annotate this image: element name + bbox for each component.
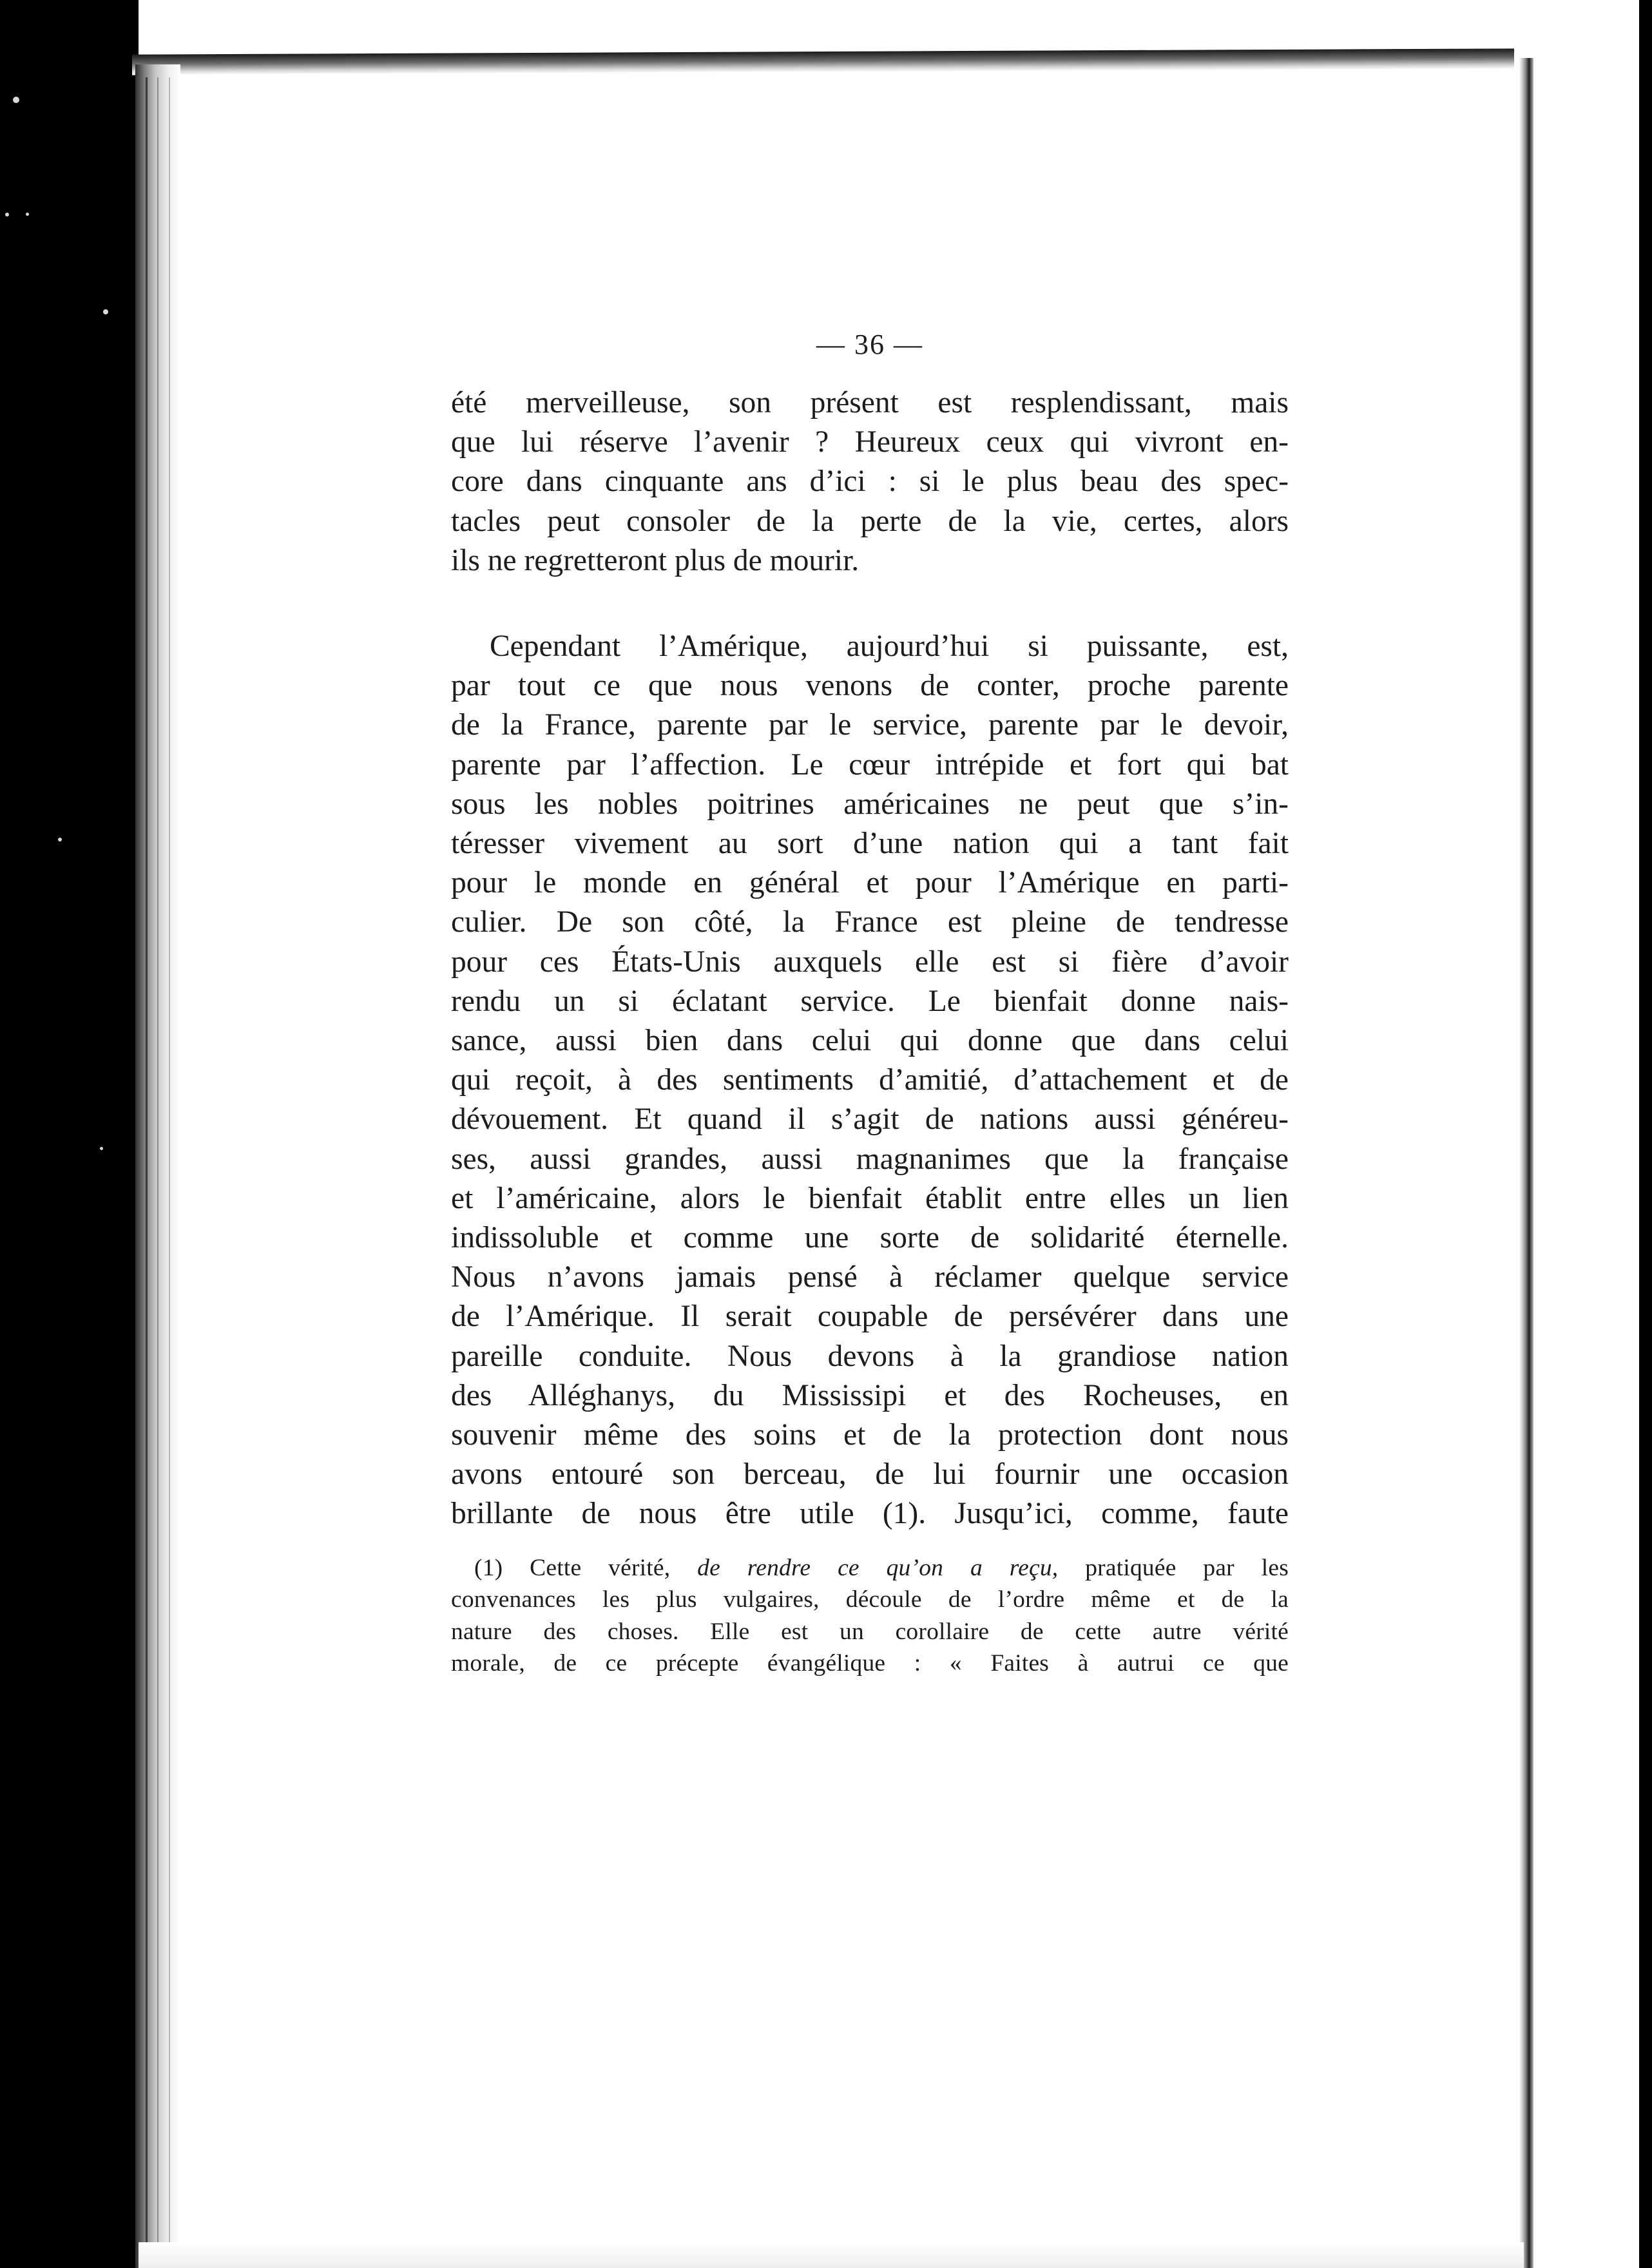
page-number: — 36 — xyxy=(816,329,923,360)
paragraph-1 xyxy=(451,383,1289,581)
text-line: des Alléghanys, du Mississipi et des Rocheuses, en xyxy=(451,1378,1289,1412)
footnote-marker: (1) Cette vérité, xyxy=(474,1554,698,1581)
text-line: téresser vivement au sort d’une nation qui a tant fait xyxy=(451,827,1289,861)
footnote-line: nature des choses. Elle est un corollaire de cette autre vérité xyxy=(451,1618,1289,1645)
footnote-first-line-rest: pratiquée par les xyxy=(1058,1554,1289,1581)
text-line: rendu un si éclatant service. Le bienfait donne nais- xyxy=(451,984,1289,1018)
text-line: pour le monde en général et pour l’Amérique en parti- xyxy=(451,866,1289,900)
footnote-italic: de rendre ce qu’on a reçu, xyxy=(697,1554,1059,1581)
text-line: ils ne regretteront plus de mourir. xyxy=(451,543,860,577)
paragraph-2 xyxy=(451,627,1289,1534)
text-line: parente par l’affection. Le cœur intrépide et fort qui bat xyxy=(451,747,1289,782)
footnote-line: convenances les plus vulgaires, découle de l’ordre même et de la xyxy=(451,1586,1289,1613)
text-line: avons entouré son berceau, de lui fournir une occasion xyxy=(451,1457,1289,1492)
footnote-line xyxy=(451,1552,1289,1584)
page-right-edge xyxy=(1519,58,1533,2268)
page-stack-line xyxy=(146,77,148,2255)
text-line: que lui réserve l’avenir ? Heureux ceux qui vivront en- xyxy=(451,425,1289,459)
text-line: dévouement. Et quand il s’agit de nations aussi généreu- xyxy=(451,1102,1289,1137)
text-line: été merveilleuse, son présent est resplendissant, mais xyxy=(451,386,1289,419)
footnote-line: morale, de ce précepte évangélique : « Faites à autrui ce que xyxy=(451,1650,1289,1677)
page-stack-line xyxy=(157,77,158,2255)
page-text xyxy=(451,325,1289,1680)
scan-left-border xyxy=(0,0,139,2268)
footnote xyxy=(451,1552,1289,1680)
text-line: Nous n’avons jamais pensé à réclamer quelque service xyxy=(451,1260,1289,1294)
scan-right-border xyxy=(1639,0,1652,2268)
text-line: de l’Amérique. Il serait coupable de persévérer dans une xyxy=(451,1300,1289,1334)
page-bottom xyxy=(139,2242,1524,2268)
text-line: culier. De son côté, la France est pleine de tendresse xyxy=(451,905,1289,939)
text-line: tacles peut consoler de la perte de la vie, certes, alors xyxy=(451,504,1289,538)
text-line: souvenir même des soins et de la protection dont nous xyxy=(451,1418,1289,1452)
text-line: pour ces États-Unis auxquels elle est si fière d’avoir xyxy=(451,945,1289,979)
text-line: core dans cinquante ans d’ici : si le plus beau des spec- xyxy=(451,465,1289,499)
text-line: ses, aussi grandes, aussi magnanimes que la française xyxy=(451,1142,1289,1176)
text-line: sance, aussi bien dans celui qui donne que dans celui xyxy=(451,1024,1289,1058)
text-line: par tout ce que nous venons de conter, proche parente xyxy=(451,669,1289,703)
text-line: de la France, parente par le service, parente par le devoir, xyxy=(451,708,1289,742)
page-stack-line xyxy=(169,77,170,2255)
text-line: pareille conduite. Nous devons à la grandiose nation xyxy=(451,1339,1289,1373)
text-line: brillante de nous être utile (1). Jusqu’ici, comme, faute xyxy=(451,1497,1289,1531)
text-line: sous les nobles poitrines américaines ne peut que s’in- xyxy=(451,787,1289,821)
text-line: indissoluble et comme une sorte de solidarité éternelle. xyxy=(451,1221,1289,1255)
page-top-shadow xyxy=(132,48,1514,75)
text-line: et l’américaine, alors le bienfait établit entre elles un lien xyxy=(451,1181,1289,1215)
text-line: qui reçoit, à des sentiments d’amitié, d’attachement et de xyxy=(451,1063,1289,1097)
text-line: Cependant l’Amérique, aujourd’hui si puissante, est, xyxy=(490,629,1289,664)
